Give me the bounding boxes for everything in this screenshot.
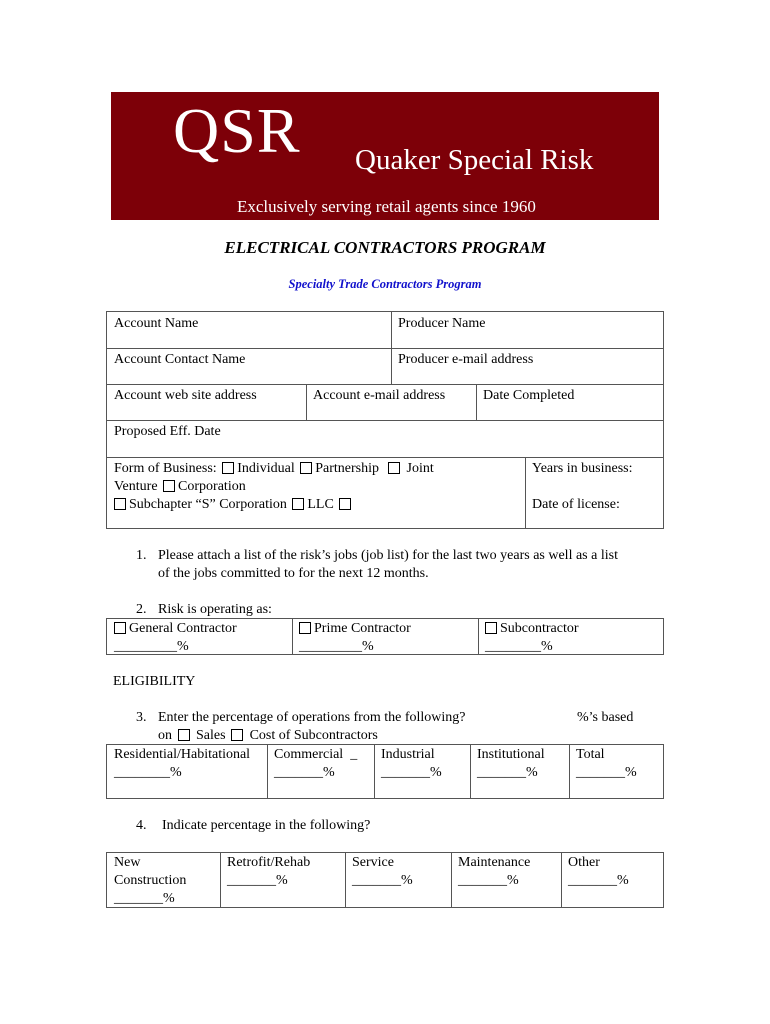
maintenance-percent[interactable]: _______%: [458, 873, 519, 888]
header-banner: [111, 92, 659, 220]
other-business-checkbox[interactable]: [339, 498, 351, 510]
prime-contractor-percent[interactable]: _________%: [299, 639, 374, 654]
commercial-percent[interactable]: _______%: [274, 765, 335, 780]
institutional-percent[interactable]: _______%: [477, 765, 538, 780]
account-info-table: [106, 311, 664, 529]
prime-contractor-checkbox[interactable]: [299, 622, 311, 634]
account-name-label: Account Name: [114, 316, 199, 331]
producer-email-label: Producer e-mail address: [398, 352, 534, 367]
question-1-number: 1.: [136, 548, 147, 563]
individual-label: Individual: [237, 461, 295, 476]
other-percent[interactable]: _______%: [568, 873, 629, 888]
date-completed-field[interactable]: [476, 384, 581, 408]
new-construction-label-2: Construction: [114, 873, 187, 888]
account-website-label: Account web site address: [114, 388, 257, 403]
service-label: Service: [352, 855, 394, 870]
question-4-number: 4.: [136, 818, 147, 833]
company-name: Quaker Special Risk: [355, 144, 594, 176]
subchapter-s-checkbox[interactable]: [114, 498, 126, 510]
general-contractor-label: General Contractor: [129, 621, 237, 636]
proposed-eff-date-field[interactable]: [107, 420, 228, 444]
residential-cell: [107, 745, 257, 785]
institutional-cell: [470, 745, 552, 785]
prime-contractor-label: Prime Contractor: [314, 621, 411, 636]
commercial-label: Commercial _: [274, 747, 358, 762]
on-label: on: [158, 728, 172, 743]
retrofit-rehab-label: Retrofit/Rehab: [227, 855, 311, 870]
producer-email-field[interactable]: [391, 348, 540, 372]
service-cell: [345, 853, 420, 893]
question-4-text: Indicate percentage in the following?: [162, 818, 371, 833]
account-contact-label: Account Contact Name: [114, 352, 246, 367]
new-construction-percent[interactable]: _______%: [114, 891, 175, 906]
producer-name-field[interactable]: [391, 312, 492, 336]
maintenance-cell: [451, 853, 537, 893]
operations-percentage-table: [106, 744, 664, 799]
producer-name-label: Producer Name: [398, 316, 486, 331]
subcontractor-label: Subcontractor: [500, 621, 579, 636]
service-percent[interactable]: _______%: [352, 873, 413, 888]
llc-label: LLC: [307, 497, 334, 512]
years-in-business-label: Years in business:: [532, 461, 633, 476]
corporation-label: Corporation: [178, 479, 246, 494]
sales-checkbox[interactable]: [178, 729, 190, 741]
cost-of-subcontractors-label: Cost of Subcontractors: [249, 728, 378, 743]
work-type-percentage-table: [106, 852, 664, 908]
partnership-label: Partnership: [315, 461, 379, 476]
retrofit-rehab-cell: [220, 853, 317, 893]
account-email-field[interactable]: [306, 384, 452, 408]
account-name-field[interactable]: [107, 312, 205, 336]
cost-of-subcontractors-checkbox[interactable]: [231, 729, 243, 741]
form-of-business-label: Form of Business:: [114, 461, 217, 476]
llc-checkbox[interactable]: [292, 498, 304, 510]
qsr-logo: QSR: [173, 95, 301, 166]
date-completed-label: Date Completed: [483, 388, 575, 403]
new-construction-label-1: New: [114, 855, 141, 870]
account-email-label: Account e-mail address: [313, 388, 446, 403]
general-contractor-cell: [107, 619, 244, 659]
operating-as-table: [106, 618, 664, 655]
account-website-field[interactable]: [107, 384, 264, 408]
prime-contractor-cell: [292, 619, 418, 659]
total-percent[interactable]: _______%: [576, 765, 637, 780]
subcontractor-checkbox[interactable]: [485, 622, 497, 634]
residential-label: Residential/Habitational: [114, 747, 251, 762]
general-contractor-percent[interactable]: _________%: [114, 639, 189, 654]
question-2-number: 2.: [136, 602, 147, 617]
tagline: Exclusively serving retail agents since 1960: [237, 197, 536, 216]
page-title: ELECTRICAL CONTRACTORS PROGRAM: [224, 238, 546, 257]
proposed-eff-date-label: Proposed Eff. Date: [114, 424, 221, 439]
corporation-checkbox[interactable]: [163, 480, 175, 492]
residential-percent[interactable]: ________%: [114, 765, 182, 780]
subcontractor-cell: [478, 619, 586, 659]
business-years-cell[interactable]: [525, 457, 639, 517]
institutional-label: Institutional: [477, 747, 545, 762]
partnership-checkbox[interactable]: [300, 462, 312, 474]
question-2-text: Risk is operating as:: [158, 602, 272, 617]
form-of-business-cell: [107, 457, 525, 517]
account-contact-field[interactable]: [107, 348, 252, 372]
other-cell: [561, 853, 636, 893]
page-subtitle: Specialty Trade Contractors Program: [288, 277, 482, 291]
commercial-cell: [267, 745, 364, 785]
industrial-percent[interactable]: _______%: [381, 765, 442, 780]
joint-label: Joint: [406, 461, 434, 476]
industrial-cell: [374, 745, 449, 785]
date-of-license-label: Date of license:: [532, 497, 620, 512]
individual-checkbox[interactable]: [222, 462, 234, 474]
industrial-label: Industrial: [381, 747, 435, 762]
total-cell: [569, 745, 644, 785]
subchapter-s-label: Subchapter “S” Corporation: [129, 497, 287, 512]
retrofit-rehab-percent[interactable]: _______%: [227, 873, 288, 888]
sales-label: Sales: [196, 728, 226, 743]
joint-venture-checkbox[interactable]: [388, 462, 400, 474]
other-label: Other: [568, 855, 600, 870]
question-1-line-2: of the jobs committed to for the next 12 months.: [158, 566, 429, 581]
question-3-text: Enter the percentage of operations from the following?: [158, 710, 466, 725]
total-label: Total: [576, 747, 605, 762]
venture-label: Venture: [114, 479, 158, 494]
new-construction-cell: [107, 853, 193, 911]
subcontractor-percent[interactable]: ________%: [485, 639, 553, 654]
maintenance-label: Maintenance: [458, 855, 531, 870]
percent-based-label: %’s based: [577, 710, 634, 725]
based-on-options: [158, 727, 378, 745]
general-contractor-checkbox[interactable]: [114, 622, 126, 634]
eligibility-heading: ELIGIBILITY: [113, 674, 196, 689]
question-3-number: 3.: [136, 710, 147, 725]
question-1-line-1: Please attach a list of the risk’s jobs (job list) for the last two years as well as a list: [158, 548, 618, 563]
